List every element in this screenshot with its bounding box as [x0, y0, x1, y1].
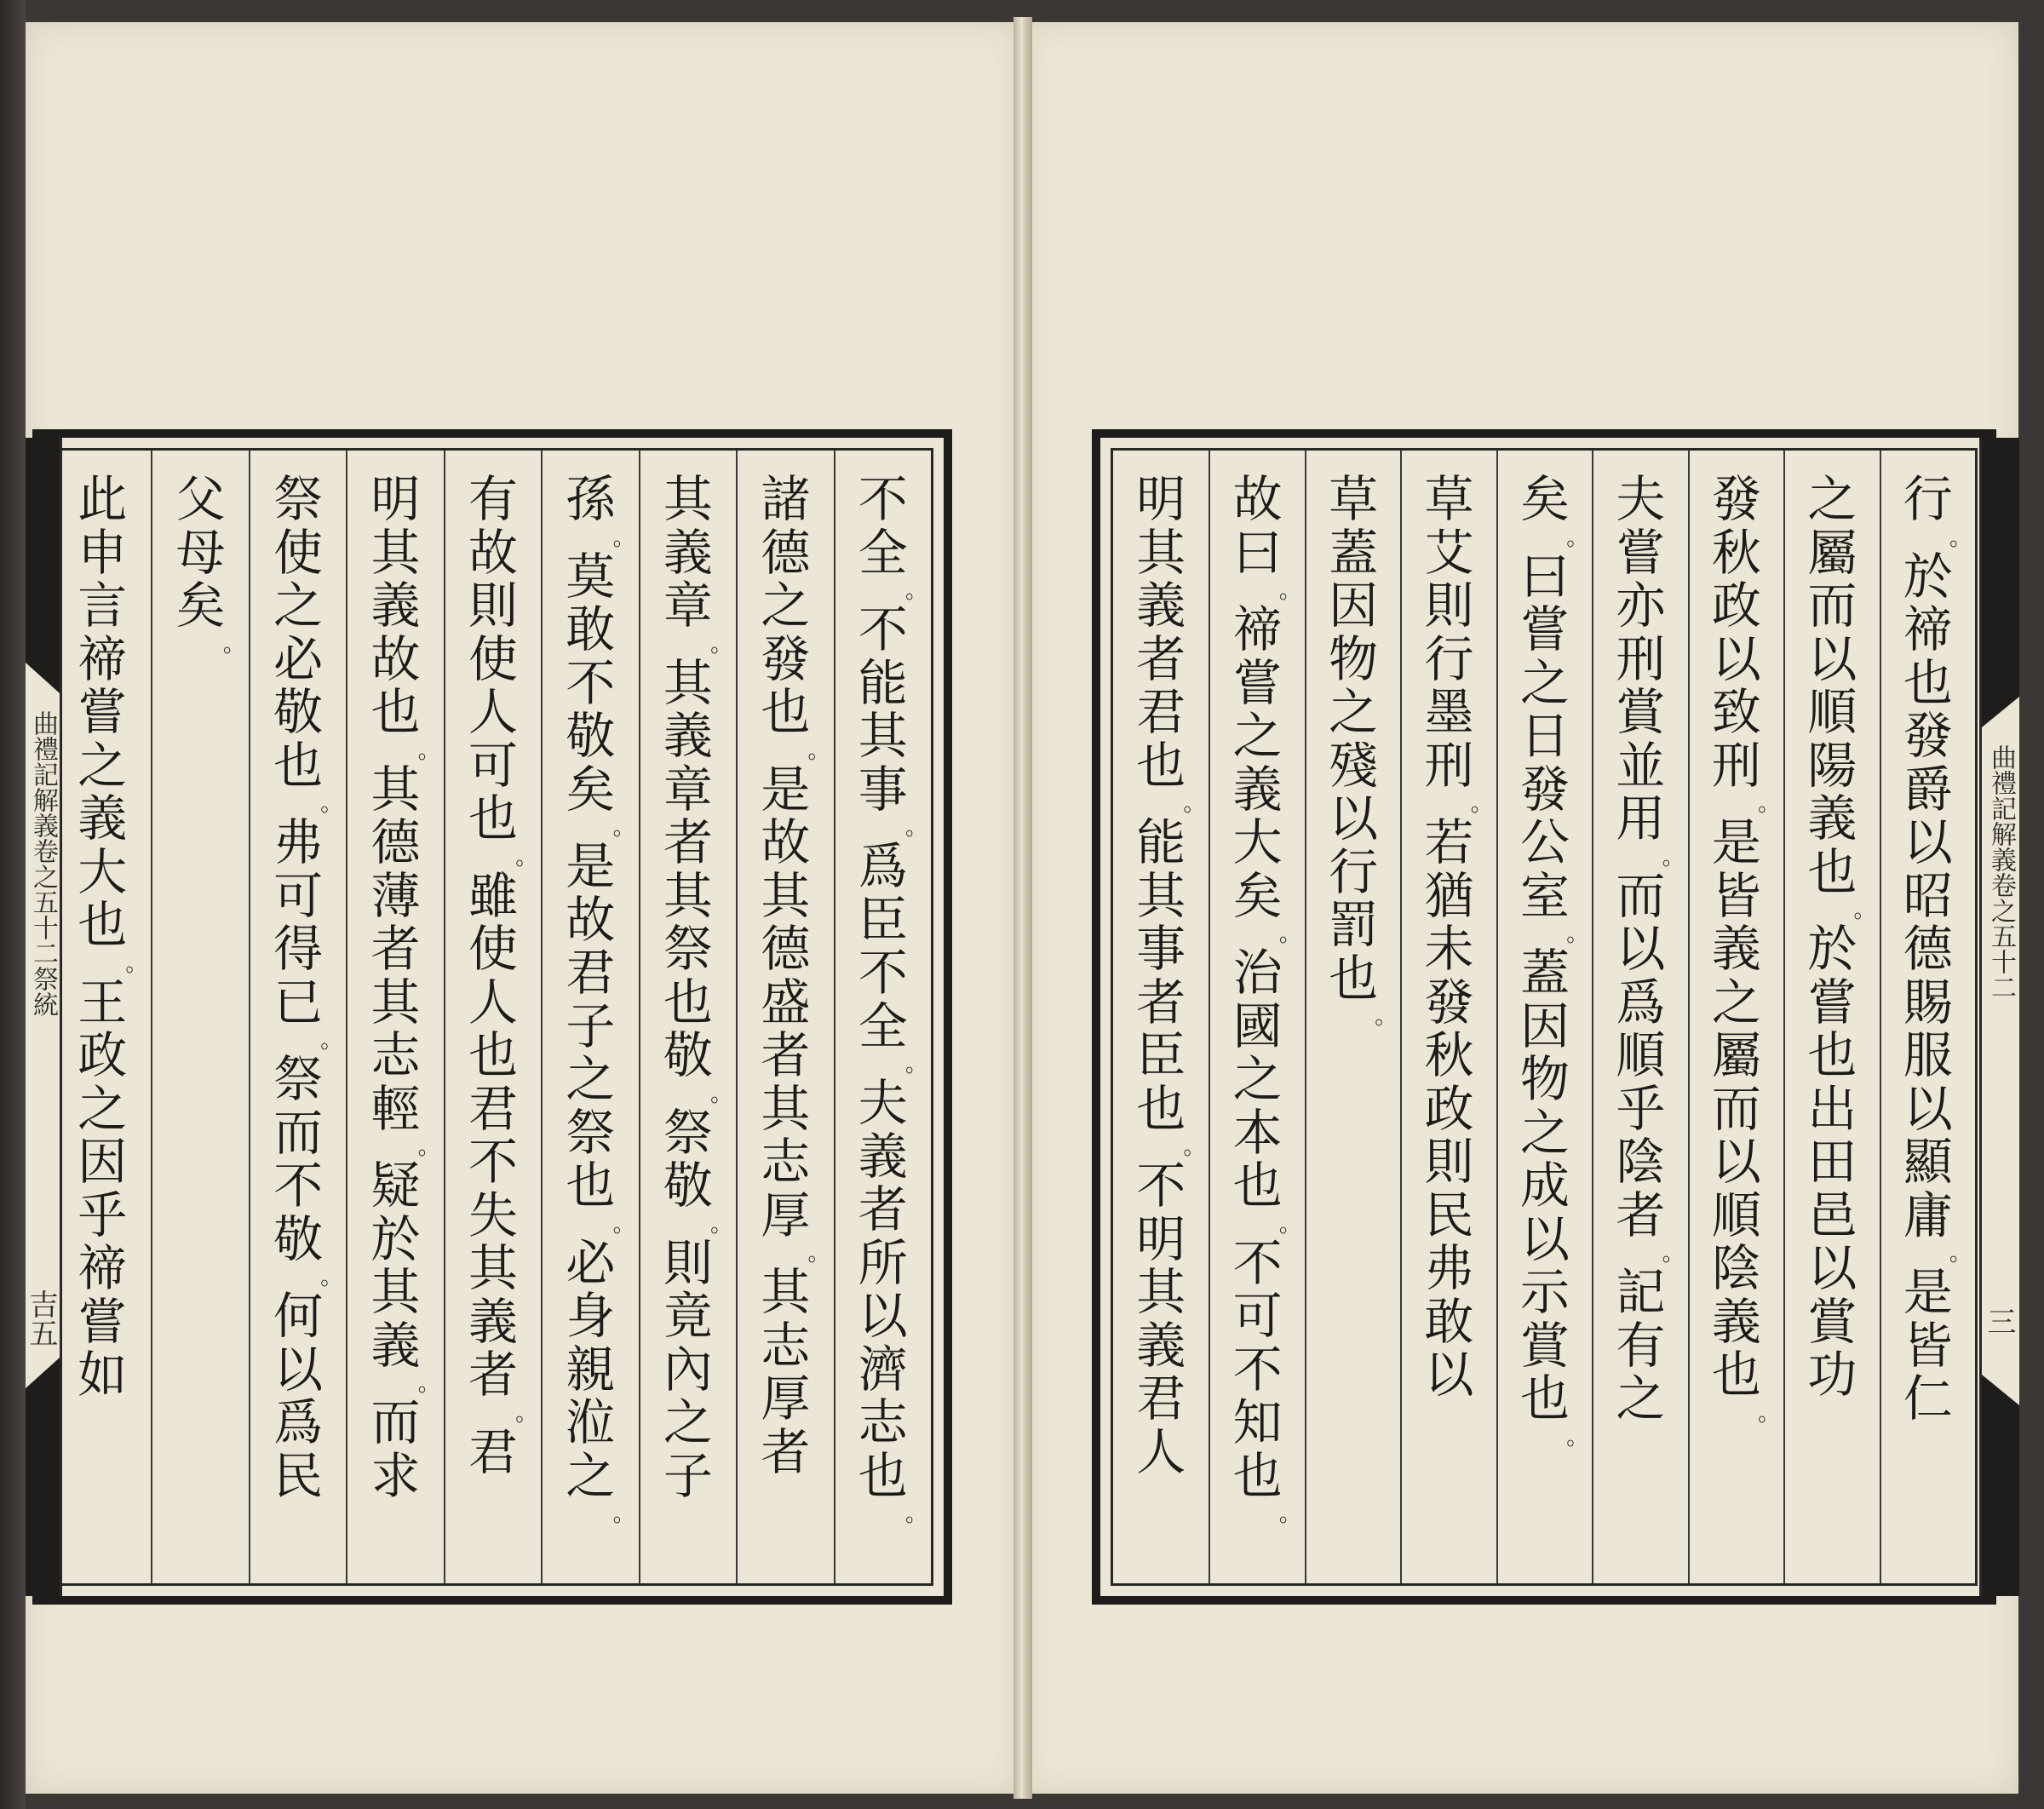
- fishtail-mark-right: [1982, 676, 2019, 727]
- left-margin-label: 曲禮記解義卷之五十二祭統: [28, 710, 58, 1017]
- text-column: 發 秋 政 以 致 刑 。 是 皆 義 之 屬 而 以 順 陰 義 也 。: [1688, 451, 1783, 1583]
- text-column: 其 義 章 。 其 義 章 者 其 祭 也 敬 。 祭 敬 。 則 竟 內 之 子: [639, 451, 736, 1583]
- text-column: 不 全 。 不 能 其 事 。 爲 臣 不 全 。 夫 義 者 所 以 濟 志 也 。: [834, 451, 931, 1583]
- left-folio-number: 吉五: [24, 1289, 58, 1347]
- banxin-black-mouth-bottom: [26, 1409, 60, 1596]
- text-column: 此 申 言 禘 嘗 之 義 大 也 。 王 政 之 因 乎 禘 嘗 如: [78, 470, 148, 1404]
- text-column: 明 其 義 故 也 。 其 德 薄 者 其 志 輕 。 疑 於 其 義 。 而 求: [346, 451, 443, 1583]
- fishtail-mark-right-bottom: [1982, 1375, 2019, 1426]
- text-column: 諸 德 之 發 也 。 是 故 其 德 盛 者 其 志 厚 。 其 志 厚 者: [736, 451, 833, 1583]
- left-banxin: [26, 438, 62, 1596]
- text-column: 明 其 義 者 君 也 。 能 其 事 者 臣 也 。 不 明 其 義 君 人: [1136, 470, 1206, 1481]
- banxin-black-mouth-bottom-right: [1982, 1426, 2019, 1596]
- text-column: 草 蓋 因 物 之 殘 以 行 罰 也 。: [1305, 451, 1400, 1583]
- text-column: 孫 。 莫 敢 不 敬 矣 。 是 故 君 子 之 祭 也 。 必 身 親 涖 之 。: [541, 451, 638, 1583]
- text-column: 故 曰 。 禘 嘗 之 義 大 矣 。 治 國 之 本 也 。 不 可 不 知 也 。: [1209, 451, 1304, 1583]
- banxin-black-mouth-top: [26, 438, 60, 642]
- text-column: 父 母 矣 。: [151, 451, 248, 1583]
- banxin-black-mouth-top-right: [1982, 438, 2019, 676]
- text-column: 祭 使 之 必 敬 也 。 弗 可 得 已 。 祭 而 不 敬 。 何 以 爲 民: [249, 451, 346, 1583]
- right-margin-label: 曲禮記解義卷之五十二: [1986, 744, 2016, 1000]
- text-column: 矣 。 曰 嘗 之 日 發 公 室 。 蓋 因 物 之 成 以 示 賞 也 。: [1496, 451, 1592, 1583]
- left-text-block: [51, 448, 933, 1586]
- right-text-frame: [1092, 429, 1996, 1605]
- fishtail-mark: [26, 642, 60, 693]
- fishtail-mark-bottom: [26, 1358, 60, 1409]
- left-text-frame: [32, 429, 952, 1605]
- book-gutter: [1013, 17, 1032, 1799]
- text-column: 夫 嘗 亦 刑 賞 並 用 。 而 以 爲 順 乎 陰 者 。 記 有 之: [1592, 451, 1687, 1583]
- text-column: 有 故 則 使 人 可 也 。 雖 使 人 也 君 不 失 其 義 者 。 君: [444, 451, 541, 1583]
- right-banxin: [1979, 438, 2019, 1596]
- book-edge: [0, 0, 26, 1809]
- right-folio-number: 三: [1982, 1306, 2016, 1335]
- text-column: 行 。 於 禘 也 發 爵 以 昭 德 賜 服 以 顯 庸 。 是 皆 仁: [1880, 451, 1975, 1583]
- text-column: 之 屬 而 以 順 陽 義 也 。 於 嘗 也 出 田 邑 以 賞 功: [1783, 451, 1879, 1583]
- right-text-block: [1111, 448, 1978, 1586]
- text-column: 草 艾 則 行 墨 刑 。 若 猶 未 發 秋 政 則 民 弗 敢 以: [1400, 451, 1496, 1583]
